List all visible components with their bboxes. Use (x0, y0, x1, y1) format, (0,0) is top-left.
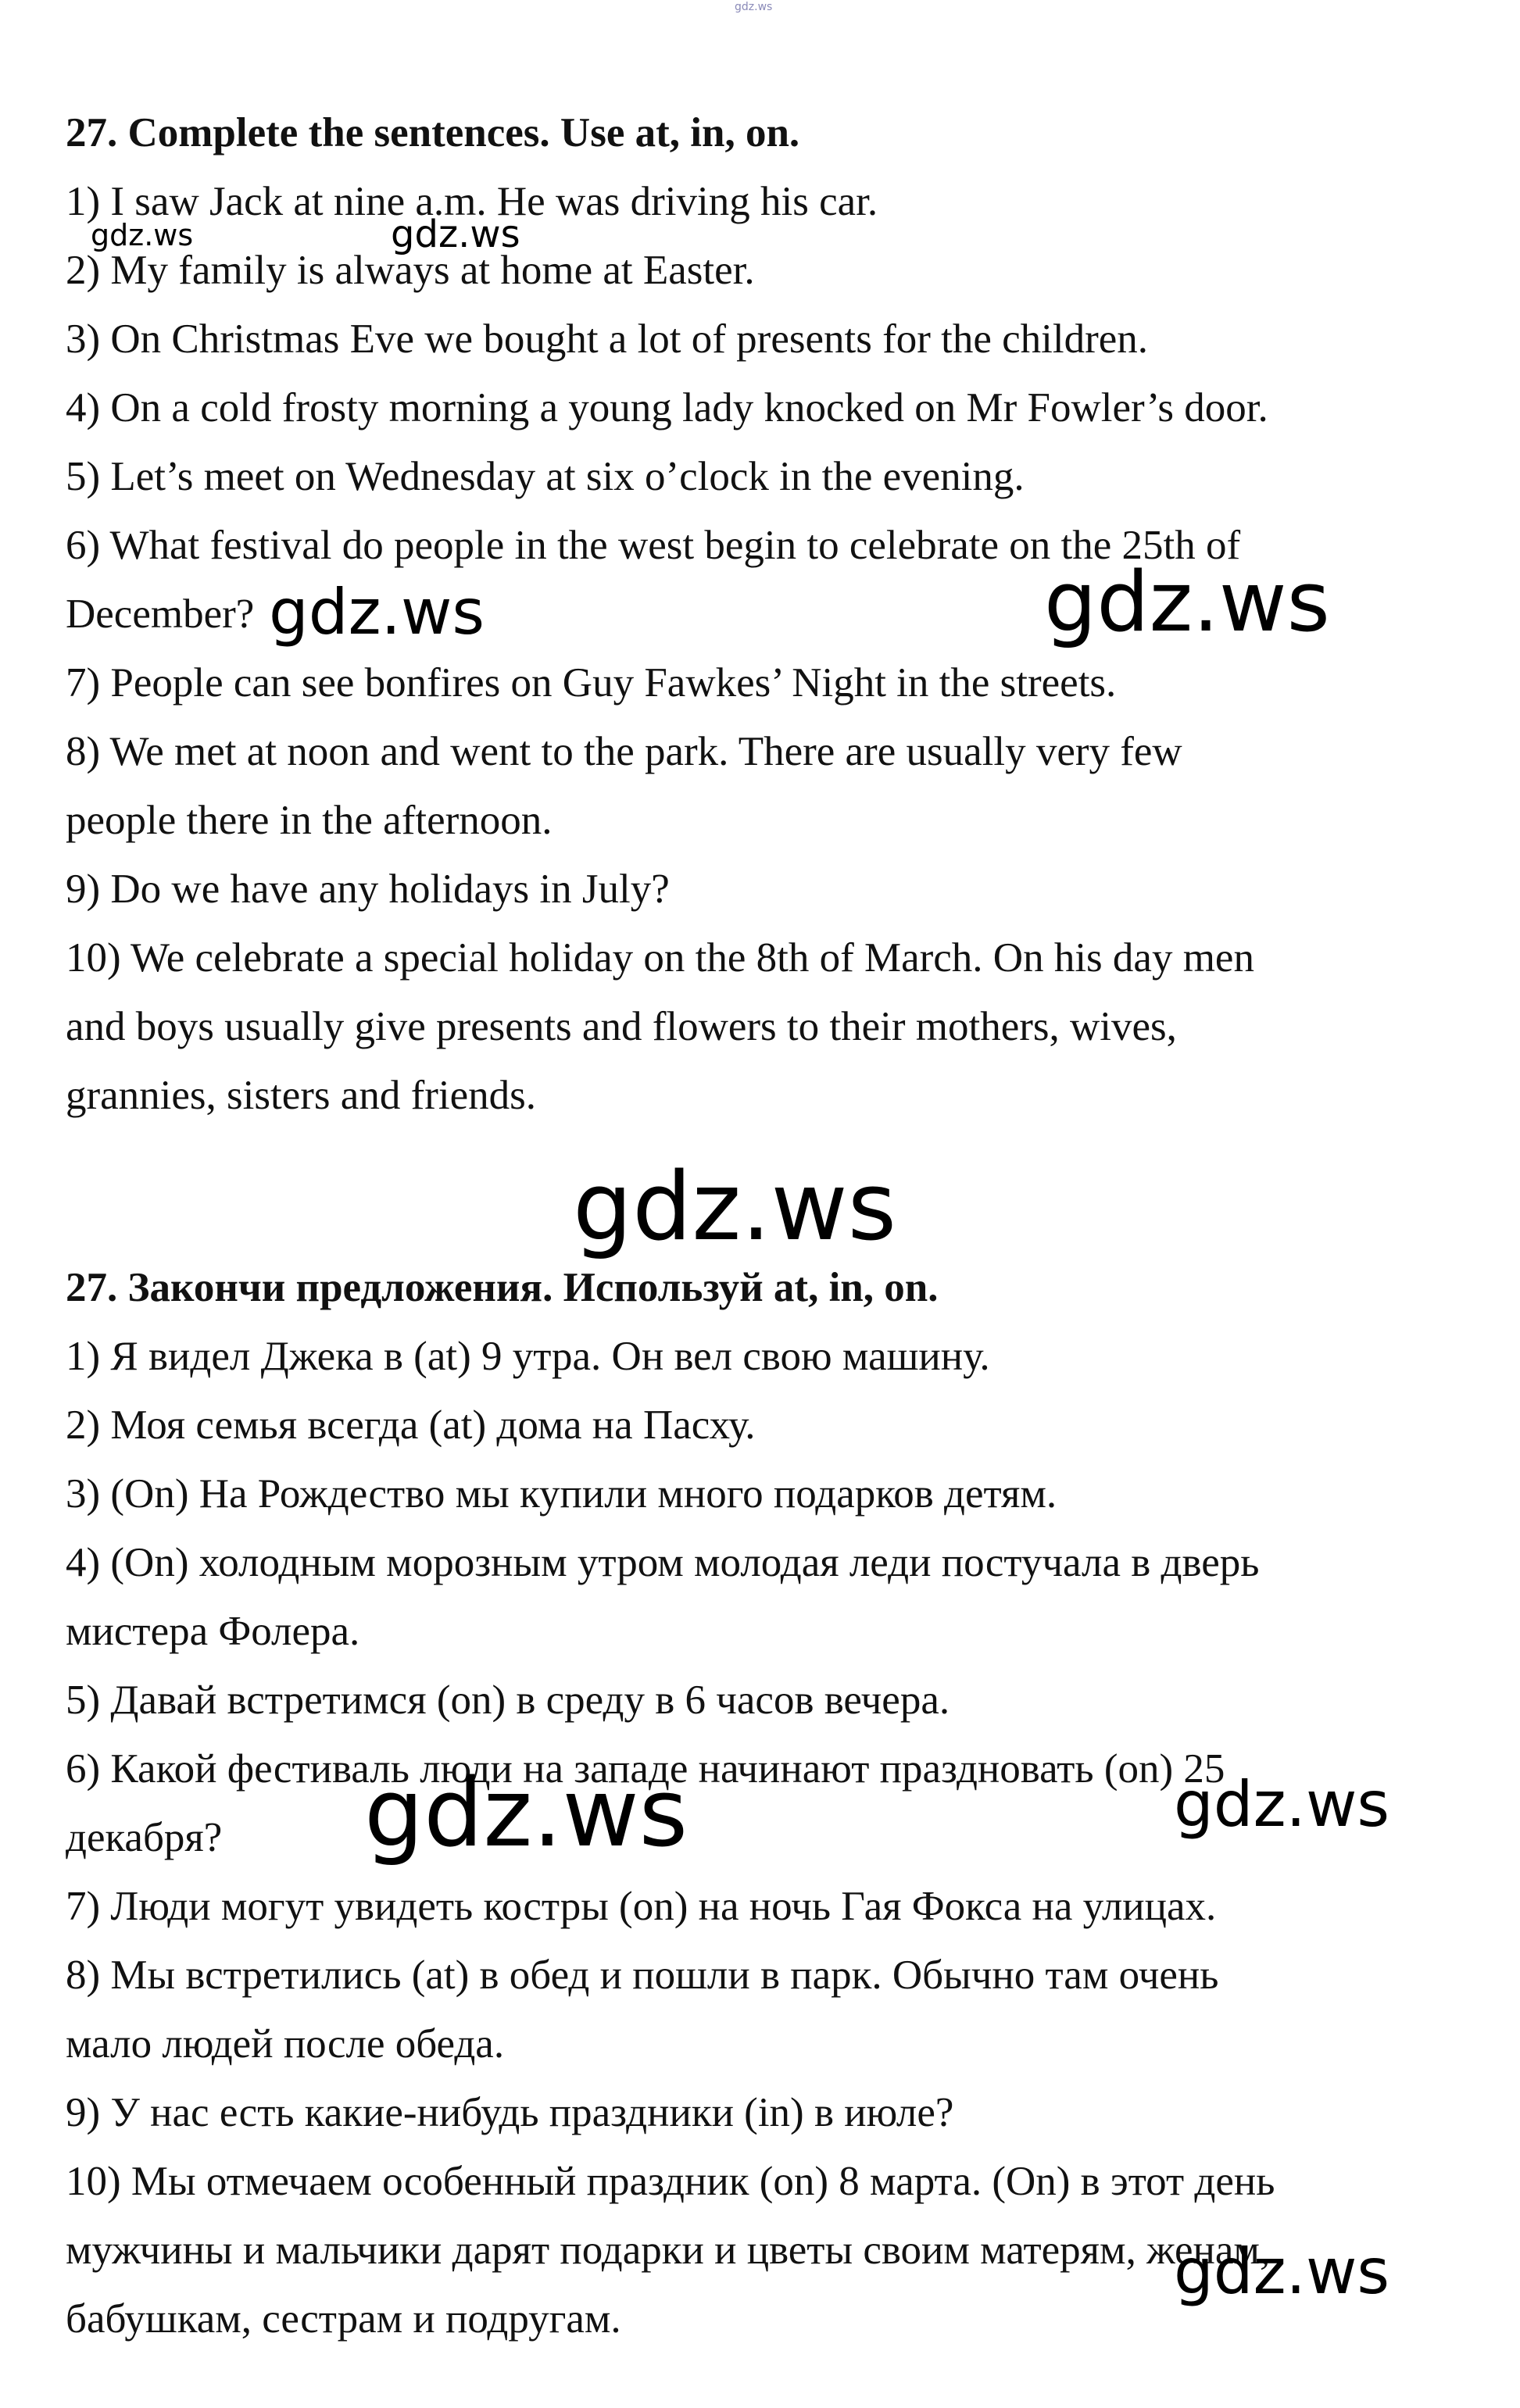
english-line-8: 8) We met at noon and went to the park. There are usually very few (66, 729, 1182, 774)
russian-line-8-cont: мало людей после обеда. (66, 2021, 505, 2067)
russian-line-4-cont: мистера Фолера. (66, 1609, 360, 1654)
russian-line-1: 1) Я видел Джека в (at) 9 утра. Он вел свою машину. (66, 1334, 990, 1379)
english-line-6-cont: December? (66, 591, 255, 637)
english-line-9: 9) Do we have any holidays in July? (66, 866, 670, 912)
english-line-4: 4) On a cold frosty morning a young lady knocked on Mr Fowler’s door. (66, 385, 1268, 431)
english-line-6: 6) What festival do people in the west begin to celebrate on the 25th of (66, 523, 1241, 568)
english-line-5: 5) Let’s meet on Wednesday at six o’clock in the evening. (66, 454, 1025, 499)
watermark-top-tiny: gdz.ws (735, 1, 773, 13)
watermark-bottom-right: gdz.ws (1174, 2235, 1390, 2308)
english-line-1: 1) I saw Jack at nine a.m. He was driving his car. (66, 179, 878, 224)
russian-line-7: 7) Люди могут увидеть костры (on) на ночь Гая Фокса на улицах. (66, 1884, 1217, 1929)
english-heading: 27. Complete the sentences. Use at, in, on. (66, 110, 800, 155)
english-line-3: 3) On Christmas Eve we bought a lot of presents for the children. (66, 316, 1149, 362)
watermark-small-left: gdz.ws (91, 218, 194, 252)
russian-line-9: 9) У нас есть какие-нибудь праздники (in) в июле? (66, 2090, 954, 2135)
russian-heading: 27. Закончи предложения. Используй at, in, on. (66, 1265, 939, 1310)
russian-line-6: 6) Какой фестиваль люди на западе начинают праздновать (on) 25 (66, 1746, 1225, 1792)
russian-line-2: 2) Моя семья всегда (at) дома на Пасху. (66, 1402, 756, 1448)
russian-line-10: 10) Мы отмечаем особенный праздник (on) 8 марта. (On) в этот день (66, 2159, 1275, 2204)
russian-line-3: 3) (On) На Рождество мы купили много подарков детям. (66, 1471, 1057, 1517)
russian-line-5: 5) Давай встретимся (on) в среду в 6 часов вечера. (66, 1677, 950, 1723)
english-line-10: 10) We celebrate a special holiday on the 8th of March. On his day men (66, 935, 1254, 981)
watermark-lower-right: gdz.ws (1174, 1768, 1390, 1841)
english-line-10-cont-a: and boys usually give presents and flowers to their mothers, wives, (66, 1004, 1177, 1049)
watermark-center: gdz.ws (573, 1153, 897, 1262)
russian-line-6-cont: декабря? (66, 1815, 223, 1860)
english-line-7: 7) People can see bonfires on Guy Fawkes’ Night in the streets. (66, 660, 1117, 706)
russian-line-8: 8) Мы встретились (at) в обед и пошли в парк. Обычно там очень (66, 1952, 1219, 1998)
english-line-10-cont-b: grannies, sisters and friends. (66, 1073, 536, 1118)
watermark-mid-left: gdz.ws (269, 576, 485, 648)
watermark-mid-right: gdz.ws (1044, 554, 1330, 650)
russian-line-10-cont-a: мужчины и мальчики дарят подарки и цветы своим матерям, женам, (66, 2228, 1271, 2273)
english-line-2: 2) My family is always at home at Easter. (66, 248, 755, 293)
watermark-lower-left: gdz.ws (364, 1760, 688, 1868)
russian-line-4: 4) (On) холодным морозным утром молодая леди постучала в дверь (66, 1540, 1260, 1585)
english-line-8-cont: people there in the afternoon. (66, 798, 553, 843)
watermark-small-center: gdz.ws (391, 213, 520, 256)
russian-line-10-cont-b: бабушкам, сестрам и подругам. (66, 2296, 621, 2342)
